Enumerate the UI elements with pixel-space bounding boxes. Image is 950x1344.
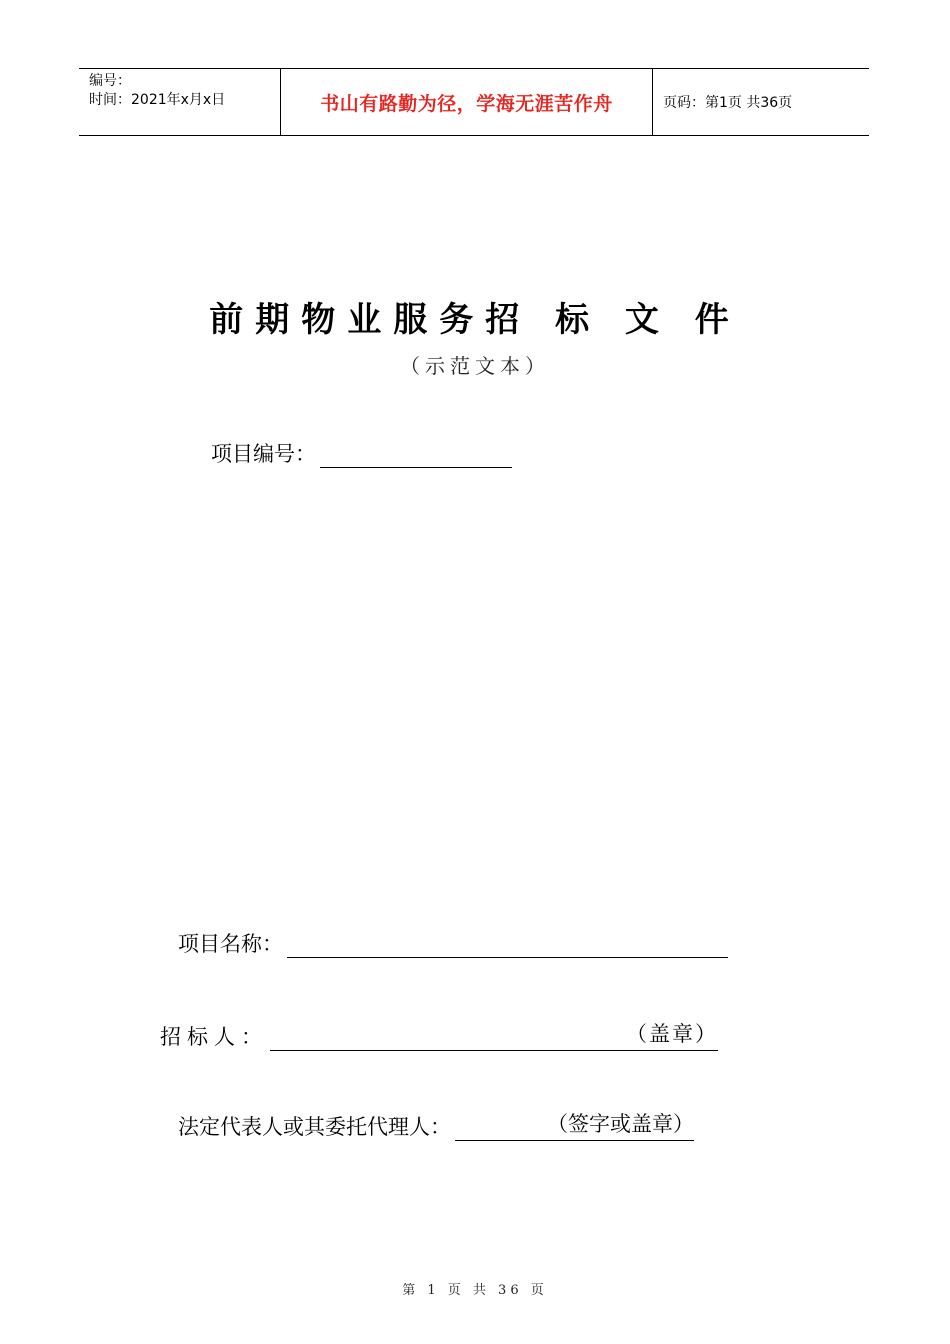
tenderer-field xyxy=(160,1018,718,1051)
header-meta-cell xyxy=(79,69,280,135)
document-title: 前期物业服务招 标 文 件 xyxy=(209,300,741,340)
project-number-field xyxy=(211,438,512,468)
header-motto: 书山有路勤为径，学海无涯苦作舟 xyxy=(280,69,653,135)
legal-representative-field xyxy=(178,1108,694,1141)
project-name-field xyxy=(178,928,728,958)
project-number-label: 项目编号： xyxy=(211,442,316,466)
legal-representative-sign-note: （签字或盖章） xyxy=(547,1108,694,1141)
tenderer-label: 招标人： xyxy=(160,1025,268,1049)
project-name-label: 项目名称： xyxy=(178,932,283,956)
document-time-label: 时间：2021年x月x日 xyxy=(89,92,226,108)
header-page-info: 页码：第1页 共36页 xyxy=(663,95,793,111)
tenderer-seal-note: （盖章） xyxy=(626,1018,718,1051)
page-footer: 第 1 页 共 36 页 xyxy=(402,1283,548,1298)
document-subtitle: （示范文本） xyxy=(400,354,550,378)
legal-representative-blank[interactable] xyxy=(455,1114,547,1141)
page-header-table xyxy=(79,68,869,136)
project-name-blank[interactable] xyxy=(287,931,728,958)
project-number-blank[interactable] xyxy=(320,441,512,468)
document-number-label: 编号： xyxy=(89,73,131,89)
legal-representative-label: 法定代表人或其委托代理人： xyxy=(178,1115,451,1139)
tenderer-blank[interactable] xyxy=(270,1024,626,1051)
